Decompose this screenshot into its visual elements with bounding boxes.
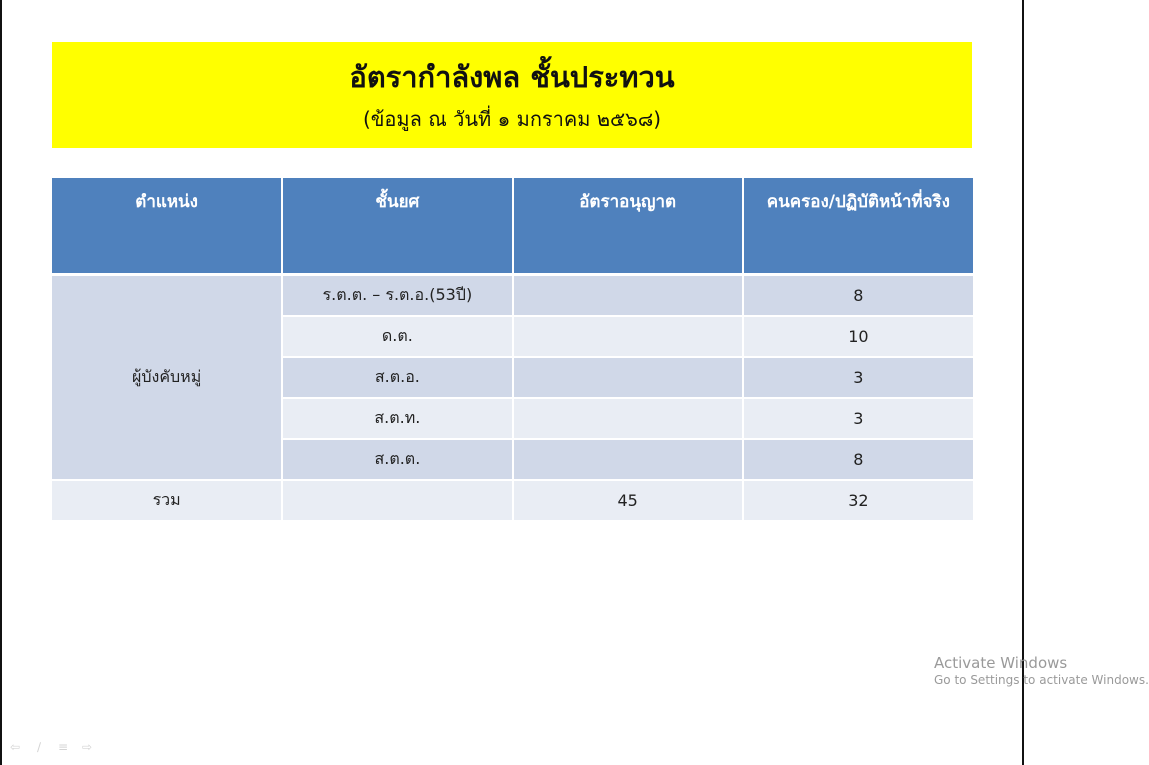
rank-cell: ด.ต. [282,316,512,357]
actual-cell: 3 [743,398,973,439]
total-label: รวม [52,480,282,521]
rank-cell: ส.ต.ท. [282,398,512,439]
allowed-cell [513,439,743,480]
table-header-row [52,178,973,275]
activate-windows-watermark [934,654,1149,688]
actual-cell: 8 [743,275,973,317]
arrow-right-icon[interactable]: ⇨ [81,740,93,754]
page-subtitle: (ข้อมูล ณ วันที่ ๑ มกราคม ๒๕๖๘) [362,107,662,131]
rank-cell: ส.ต.อ. [282,357,512,398]
allowed-cell [513,275,743,317]
watermark-subtitle: Go to Settings to activate Windows. [934,673,1149,687]
rank-cell: ส.ต.ต. [282,439,512,480]
slide-nav-toolbar [8,741,94,753]
rank-cell: ร.ต.ต. – ร.ต.อ.(53ปี) [282,275,512,317]
pen-icon[interactable]: ∕ [36,740,42,754]
arrow-left-icon[interactable]: ⇦ [9,740,21,754]
actual-cell: 3 [743,357,973,398]
total-allowed-cell: 45 [513,480,743,521]
window-right-border [1022,0,1024,765]
allowed-cell [513,398,743,439]
header-actual: คนครอง/ปฏิบัติหน้าที่จริง [743,178,973,275]
actual-cell: 10 [743,316,973,357]
page-title: อัตรากำลังพล ชั้นประทวน [349,60,675,94]
header-allowed: อัตราอนุญาต [513,178,743,275]
total-rank-cell [282,480,512,521]
window-left-border [0,0,2,765]
manpower-table [52,178,973,522]
header-rank: ชั้นยศ [282,178,512,275]
allowed-cell [513,357,743,398]
allowed-cell [513,316,743,357]
total-row [52,480,973,521]
watermark-title: Activate Windows [934,654,1068,672]
table-row [52,275,973,317]
title-banner [52,42,972,148]
menu-icon[interactable]: ≡ [57,740,69,754]
position-cell: ผู้บังคับหมู่ [52,275,282,481]
total-actual-cell: 32 [743,480,973,521]
actual-cell: 8 [743,439,973,480]
header-position: ตำแหน่ง [52,178,282,275]
